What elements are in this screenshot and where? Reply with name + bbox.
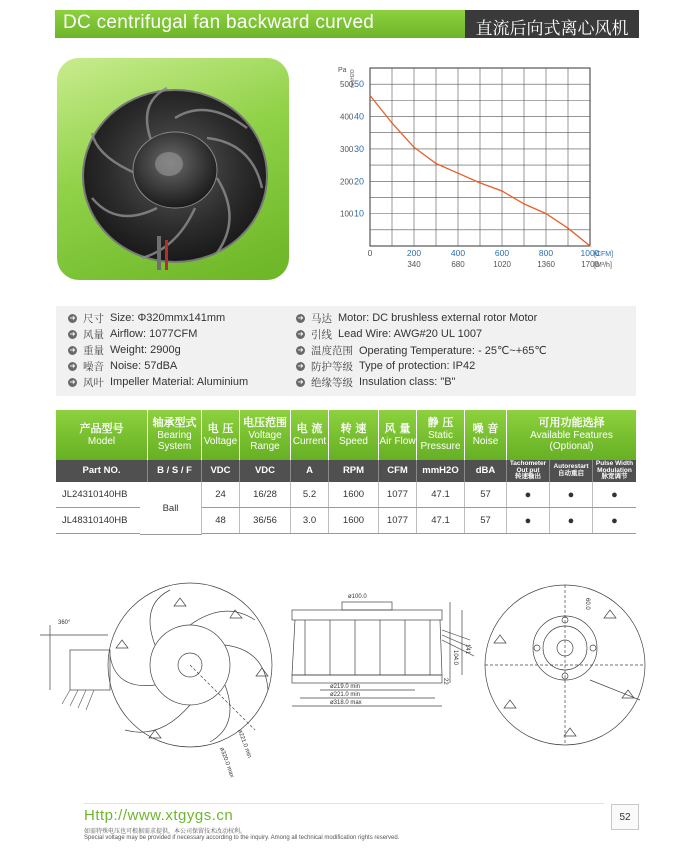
unit-cell: B / S / F <box>148 460 202 482</box>
pq-curve-svg <box>325 56 635 276</box>
voltage-range-cell: 36/56 <box>240 508 291 533</box>
header-cn-bar <box>465 10 639 38</box>
feature-dot: ● <box>507 508 550 533</box>
specs-right <box>296 310 547 390</box>
spec-value: Weight: 2900g <box>110 344 181 356</box>
dim-60-label: 60.0 <box>584 598 590 610</box>
dim-22-label: 22 <box>442 678 448 685</box>
pq-curve-point <box>391 122 393 124</box>
spec-value: Operating Temperature: - 25℃~+65℃ <box>359 344 547 357</box>
spec-label-cn: 风量 <box>83 328 104 341</box>
feature-tachometer: Tachometer Out put 转速输出 <box>507 460 550 482</box>
col-header-features: 可用功能选择 Available Features (Optional) <box>530 416 613 453</box>
speed-cell: 1600 <box>329 508 379 533</box>
dia-100-label: ø100.0 <box>348 594 367 600</box>
spec-label-cn: 引线 <box>311 328 332 341</box>
spec-row <box>296 358 547 374</box>
voltage-cell: 24 <box>202 482 240 507</box>
y-tick-pa: 100 <box>340 209 354 219</box>
spec-row <box>296 374 547 390</box>
spec-value: Motor: DC brushless external rotor Motor <box>338 312 538 324</box>
col-header-current: 电 流 Current <box>291 410 329 460</box>
product-photo <box>57 58 289 280</box>
unit-cell: VDC <box>240 460 291 482</box>
spec-value: Size: Φ320mmx141mm <box>110 312 226 324</box>
feature-dot: ● <box>611 488 618 501</box>
pq-curve-point <box>369 95 371 97</box>
dim-141-label: 141 <box>464 644 470 655</box>
unit-cell: RPM <box>329 460 379 482</box>
dia-320-label: ø320.0 max <box>218 746 235 779</box>
feature-dot: ● <box>550 482 593 507</box>
feature-pwm: Pulse Width Modulation 脉宽调节 <box>595 459 634 481</box>
x-tick-m3h: 340 <box>407 260 421 269</box>
x-tick-cfm: 600 <box>494 248 510 258</box>
col-header-speed: 转 速 Speed <box>329 410 379 460</box>
page-number: 52 <box>611 804 639 830</box>
spec-row <box>296 310 547 326</box>
y-tick-pa: 200 <box>340 177 354 187</box>
noise-cell: 57 <box>465 508 507 533</box>
x-tick-cfm: 800 <box>538 248 554 258</box>
y-tick-mmh2o: 20 <box>354 176 365 187</box>
voltage-cell: 48 <box>202 508 240 533</box>
col-header-voltage-range: 电压范围 Voltage Range <box>240 410 291 460</box>
arrow-bullet-icon: ➜ <box>297 314 304 322</box>
current-cell: 3.0 <box>291 508 329 533</box>
pq-curve-point <box>479 182 481 184</box>
spec-value: Airflow: 1077CFM <box>110 328 198 340</box>
pressure-cell: 47.1 <box>417 482 465 507</box>
y-unit-mmh2o: mmH2O <box>350 69 356 88</box>
unit-cell: CFM <box>379 460 417 482</box>
spec-label-cn: 防护等级 <box>311 360 353 373</box>
pq-curve-point <box>435 163 437 165</box>
col-header-bearing: 轴承型式 Bearing System <box>148 410 202 460</box>
pressure-cell: 47.1 <box>417 508 465 533</box>
dimension-drawings-svg <box>30 580 670 779</box>
technical-drawings <box>30 580 670 779</box>
arrow-bullet-icon: ➜ <box>69 330 76 338</box>
arrow-bullet-icon: ➜ <box>297 346 304 354</box>
dia-219-label: ø219.0 min <box>330 684 361 690</box>
x-tick-m3h: 1700 <box>581 260 600 269</box>
col-header-noise: 噪 音 Noise <box>465 410 507 460</box>
spec-value: Noise: 57dBA <box>110 360 178 372</box>
y-tick-mmh2o: 50 <box>354 79 365 90</box>
x-tick-m3h: 1360 <box>537 260 556 269</box>
spec-value: Insulation class: "B" <box>359 376 456 388</box>
spec-value: Lead Wire: AWG#20 UL 1007 <box>338 328 483 340</box>
page-title-cn: 直流后向式离心风机 <box>475 19 629 39</box>
spec-label-cn: 绝缘等级 <box>311 376 353 389</box>
part-number: JL48310140HB <box>56 508 148 533</box>
noise-cell: 57 <box>465 482 507 507</box>
pq-curve-point <box>457 172 459 174</box>
y-tick-pa: 500 <box>340 80 354 90</box>
side-view-drawing <box>292 594 474 706</box>
x-tick-cfm: 200 <box>406 248 422 258</box>
spec-row <box>296 326 547 342</box>
col-header-airflow: 风 量 Air Flow <box>379 410 417 460</box>
unit-cell: Part NO. <box>56 460 148 482</box>
arrow-bullet-icon: ➜ <box>69 378 76 386</box>
x-unit-cfm: [CFM] <box>594 251 614 258</box>
spec-row <box>68 342 248 358</box>
arrow-bullet-icon: ➜ <box>297 330 304 338</box>
spec-label-cn: 风叶 <box>83 376 104 389</box>
spec-row <box>68 310 248 326</box>
pq-curve-point <box>523 203 525 205</box>
page-header <box>55 10 639 38</box>
x-tick-m3h: 1020 <box>493 260 511 269</box>
specs-left <box>68 310 248 390</box>
dia-221-label: ø221.0 min <box>236 728 253 759</box>
unit-cell: VDC <box>202 460 240 482</box>
pq-curve-point <box>413 146 415 148</box>
x-unit-m3h: [M³/h] <box>594 262 612 269</box>
bearing-merged-cell: Ball <box>140 482 202 535</box>
feature-dot: ● <box>550 508 593 533</box>
voltage-range-cell: 16/28 <box>240 482 291 507</box>
airflow-cell: 1077 <box>379 508 417 533</box>
page-title: DC centrifugal fan backward curved <box>63 12 375 33</box>
x-tick-m3h: 680 <box>451 260 465 269</box>
y-tick-mmh2o: 30 <box>354 143 365 154</box>
dim-104-label: 104.0 <box>452 650 458 666</box>
pressure-airflow-chart <box>325 56 635 276</box>
table-header-row <box>56 410 636 460</box>
col-header-model: 产品型号 Model <box>56 410 148 460</box>
front-view-drawing <box>40 583 272 778</box>
spec-value: Type of protection: IP42 <box>359 360 476 372</box>
spec-row <box>68 358 248 374</box>
spec-row <box>296 342 547 358</box>
spec-label-cn: 噪音 <box>83 360 104 373</box>
dia-318-label: ø318.0 max <box>330 700 362 706</box>
angle-label: 360° <box>58 620 71 626</box>
arrow-bullet-icon: ➜ <box>69 362 76 370</box>
arrow-bullet-icon: ➜ <box>69 346 76 354</box>
unit-cell: dBA <box>465 460 507 482</box>
footer-note-en: Special voltage may be provided if necessary according to the inquiry. Among all technical modification rights reserved. <box>84 835 400 841</box>
spec-label-cn: 重量 <box>83 344 104 357</box>
table-units-row <box>56 460 636 482</box>
footer-divider <box>84 803 604 804</box>
feature-dot: ● <box>507 482 550 507</box>
rear-view-drawing <box>485 585 645 745</box>
x-tick-cfm: 400 <box>450 248 466 258</box>
spec-value: Impeller Material: Aluminium <box>110 376 249 388</box>
pq-curve-point <box>567 227 569 229</box>
spec-label-cn: 尺寸 <box>83 312 104 325</box>
model-table <box>56 410 636 534</box>
col-header-voltage: 电 压 Voltage <box>202 410 240 460</box>
dia-221-side-label: ø221.0 min <box>330 692 361 698</box>
y-tick-pa: 300 <box>340 144 354 154</box>
pq-curve-point <box>501 190 503 192</box>
specs-panel <box>56 306 636 396</box>
spec-label-cn: 马达 <box>311 312 332 325</box>
unit-cell: mmH2O <box>417 460 465 482</box>
arrow-bullet-icon: ➜ <box>69 314 76 322</box>
y-unit-pa: Pa <box>338 67 347 74</box>
fan-impeller-image <box>57 58 289 280</box>
pq-curve-point <box>545 213 547 215</box>
current-cell: 5.2 <box>291 482 329 507</box>
y-tick-mmh2o: 10 <box>354 208 365 219</box>
feature-autorestart: Autorestart 自动重启 <box>550 460 593 482</box>
feature-dot: ● <box>611 514 618 527</box>
y-tick-pa: 400 <box>340 112 354 122</box>
col-header-pressure: 静 压 Static Pressure <box>417 410 465 460</box>
footer-note-cn: 如需特殊电压也可根据需求提供，本公司保留技术改动权利。 <box>84 828 247 835</box>
x-tick-cfm: 0 <box>367 248 373 258</box>
header-title-bar <box>55 10 465 38</box>
arrow-bullet-icon: ➜ <box>297 362 304 370</box>
part-number: JL24310140HB <box>56 482 148 507</box>
arrow-bullet-icon: ➜ <box>297 378 304 386</box>
company-url-link[interactable]: Http://www.xtgygs.cn <box>84 807 234 824</box>
airflow-cell: 1077 <box>379 482 417 507</box>
x-tick-cfm: 1000 <box>580 248 600 258</box>
pq-curve-point <box>589 245 591 247</box>
spec-label-cn: 温度范围 <box>311 344 353 357</box>
y-tick-mmh2o: 40 <box>354 111 365 122</box>
speed-cell: 1600 <box>329 482 379 507</box>
spec-row <box>68 374 248 390</box>
unit-cell: A <box>291 460 329 482</box>
spec-row <box>68 326 248 342</box>
